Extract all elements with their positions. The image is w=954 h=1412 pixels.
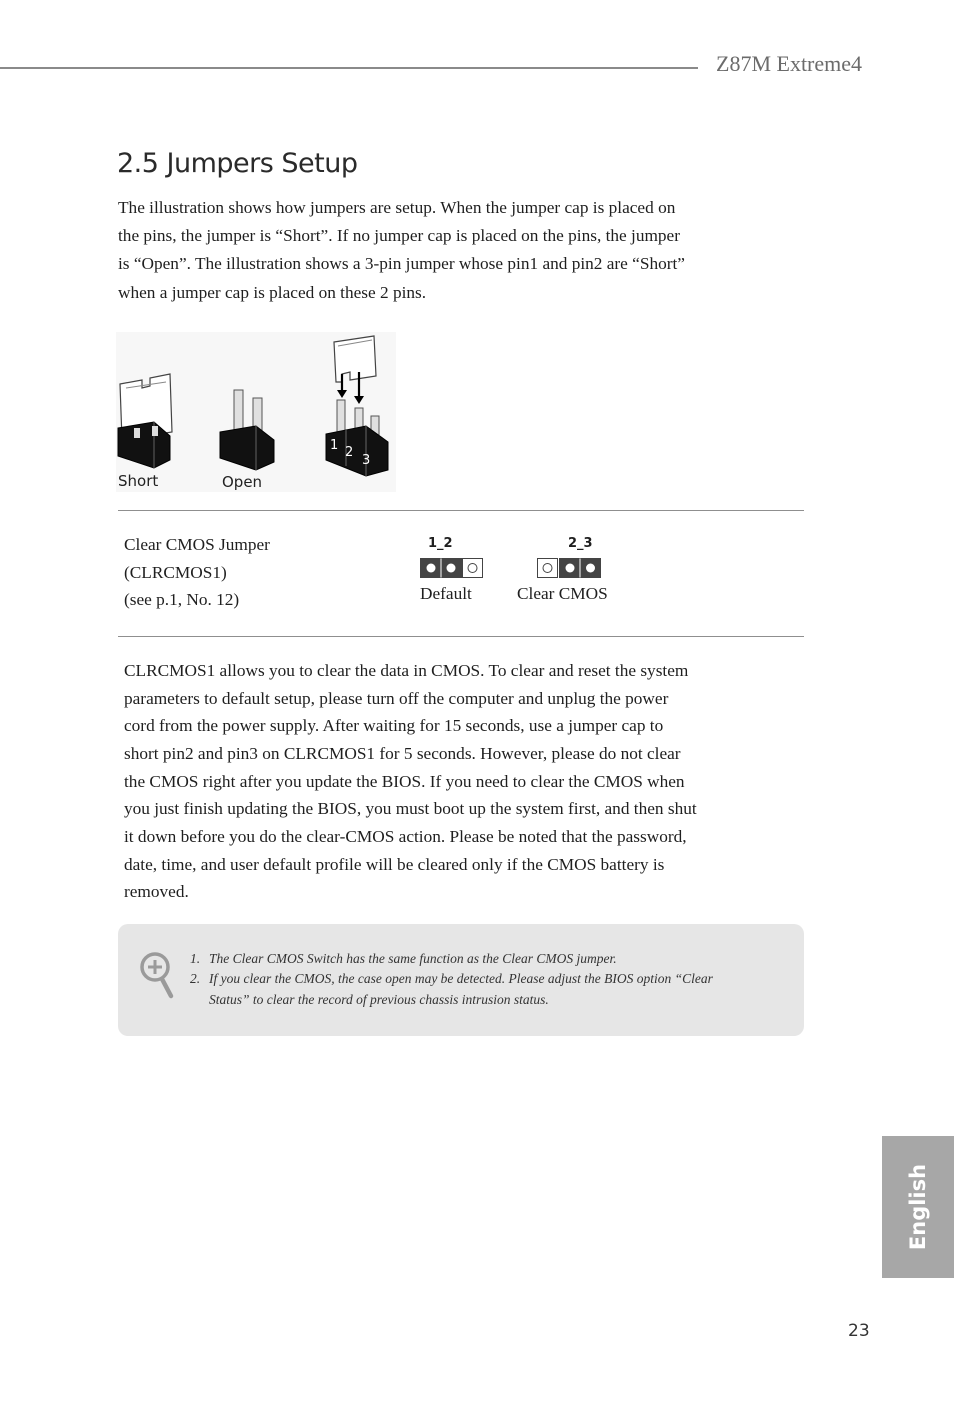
intro-line: the pins, the jumper is “Short”. If no jumper cap is placed on the pins, the jumper (118, 226, 680, 245)
page-number: 23 (848, 1321, 870, 1341)
body-line: parameters to default setup, please turn off the computer and unplug the power (124, 689, 669, 708)
magnifier-plus-icon (138, 950, 178, 1000)
note-text: If you clear the CMOS, the case open may be detected. Please adjust the BIOS option “Clear (209, 971, 713, 986)
manual-title: Z87M Extreme4 (716, 51, 863, 76)
body-line: it down before you do the clear-CMOS action. Please be noted that the password, (124, 827, 687, 846)
table-top-rule (118, 510, 804, 511)
default-label: Default (420, 584, 472, 603)
short-jumper (118, 374, 172, 468)
jumper-reference: (see p.1, No. 12) (124, 590, 240, 609)
intro-line: when a jumper cap is placed on these 2 pins. (118, 283, 427, 302)
section-heading: 2.5 Jumpers Setup (117, 148, 358, 179)
jumper-illustration (116, 332, 396, 497)
default-pins-label: 1_2 (428, 536, 453, 551)
clear-pin-header (537, 556, 603, 580)
intro-line: is “Open”. The illustration shows a 3-pin jumper whose pin1 and pin2 are “Short” (118, 254, 685, 273)
note-text: The Clear CMOS Switch has the same function as the Clear CMOS jumper. (209, 951, 617, 966)
intro-line: The illustration shows how jumpers are setup. When the jumper cap is placed on (118, 198, 676, 217)
body-line: cord from the power supply. After waiting for 15 seconds, use a jumper cap to (124, 716, 664, 735)
body-line: date, time, and user default profile will be cleared only if the CMOS battery is (124, 855, 665, 874)
body-line: you just finish updating the BIOS, you must boot up the system first, and then shut (124, 799, 697, 818)
body-line: short pin2 and pin3 on CLRCMOS1 for 5 seconds. However, please do not clear (124, 744, 681, 763)
body-line: CLRCMOS1 allows you to clear the data in CMOS. To clear and reset the system (124, 661, 689, 680)
short-label: Short (118, 472, 159, 490)
language-tab-label: English (906, 1163, 930, 1251)
note-text: Status” to clear the record of previous chassis intrusion status. (209, 992, 549, 1007)
body-line: removed. (124, 882, 189, 901)
jumper-id: (CLRCMOS1) (124, 563, 227, 582)
note-number: 2. (190, 971, 201, 986)
open-label: Open (222, 473, 263, 491)
jumper-name: Clear CMOS Jumper (124, 535, 270, 554)
body-line: the CMOS right after you update the BIOS. If you need to clear the CMOS when (124, 772, 685, 791)
pin-number-3: 3 (362, 453, 371, 468)
note-box (118, 924, 804, 1036)
clear-cmos-label: Clear CMOS (517, 584, 608, 603)
pin-number-1: 1 (330, 438, 339, 453)
jumper-diagram (116, 332, 396, 492)
note-number: 1. (190, 951, 201, 966)
default-pin-header (420, 556, 484, 580)
table-bottom-rule (118, 636, 804, 637)
header-rule (0, 67, 698, 69)
clear-pins-label: 2_3 (568, 536, 593, 551)
language-tab (882, 1136, 954, 1278)
pin-number-2: 2 (345, 445, 354, 460)
